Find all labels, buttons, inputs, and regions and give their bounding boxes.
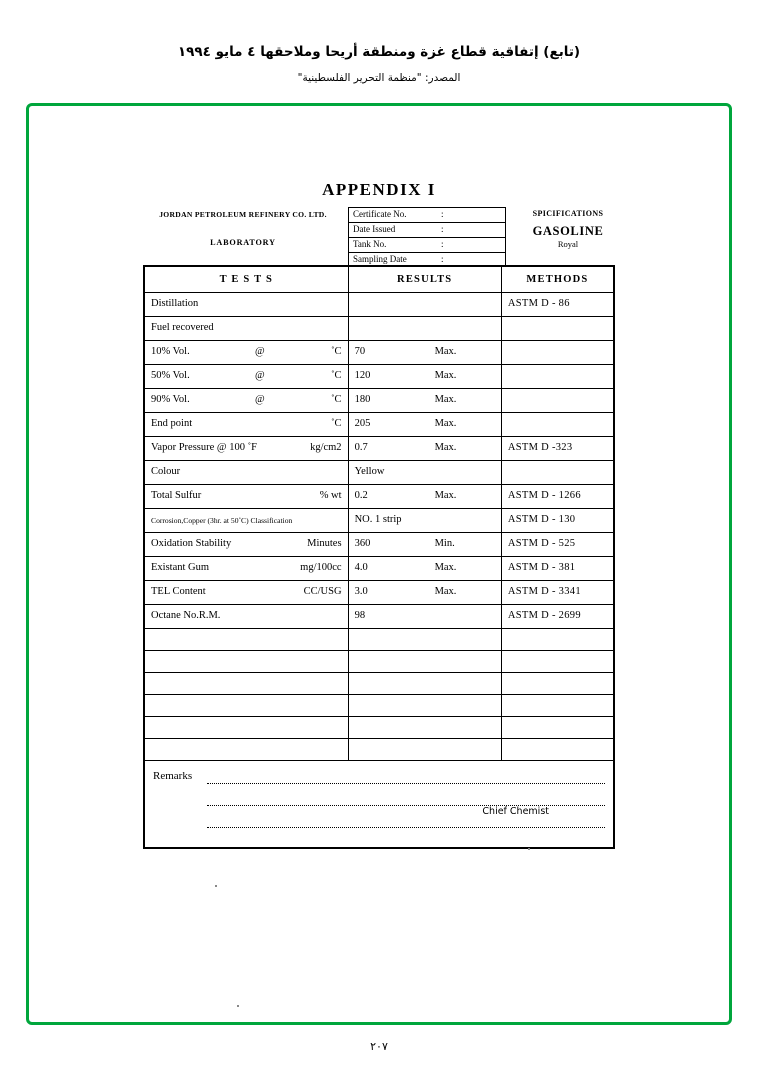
method-value: ASTM D - 381 (507, 562, 576, 573)
scan-speck (237, 1005, 239, 1007)
test-results-table (143, 265, 615, 849)
certificate-field-row (349, 223, 505, 238)
result-value: 360 (354, 538, 371, 549)
method-value: ASTM D - 525 (507, 538, 576, 549)
test-name: Octane No.R.M. (151, 610, 221, 621)
result-limit: Max. (434, 418, 457, 429)
blank-result-cell (348, 695, 501, 717)
table-row-blank (145, 739, 614, 761)
result-limit: Max. (434, 586, 457, 597)
arabic-running-title: (تابع) إتفاقية قطاع غزة ومنطقة أريحا وملاحقها ٤ مايو ١٩٩٤ (177, 44, 581, 60)
method-value: ASTM D - 3341 (507, 586, 581, 597)
blank-test-cell (145, 629, 349, 651)
test-name: Existant Gum (151, 562, 210, 573)
test-unit: ˚C (331, 394, 342, 405)
certificate-fields-table (348, 207, 506, 268)
column-header-methods: METHODS (501, 267, 613, 293)
certificate-field-row (349, 238, 505, 253)
scan-speck (528, 848, 530, 850)
blank-result-cell (348, 651, 501, 673)
table-row-blank (145, 695, 614, 717)
tank-no-label: Tank No. (353, 239, 387, 249)
result-value: 4.0 (354, 562, 368, 573)
table-row (145, 365, 614, 389)
method-value: ASTM D - 130 (507, 514, 576, 525)
remarks-line (207, 783, 605, 784)
method-value: ASTM D -323 (507, 442, 573, 453)
test-name: 50% Vol. (151, 370, 190, 381)
blank-method-cell (501, 695, 613, 717)
method-value: ASTM D - 86 (507, 298, 570, 309)
date-issued-separator: : (441, 224, 444, 234)
result-value: 0.7 (354, 442, 368, 453)
test-name: Total Sulfur (151, 490, 202, 501)
result-value: 98 (354, 610, 366, 621)
specification-block (518, 209, 618, 249)
blank-result-cell (348, 629, 501, 651)
result-value: 205 (354, 418, 371, 429)
method-value: ASTM D - 2699 (507, 610, 581, 621)
sampling-date-separator: : (441, 254, 444, 264)
test-name: TEL Content (151, 586, 206, 597)
result-value: 0.2 (354, 490, 368, 501)
page-number: ٢٠٧ (370, 1040, 388, 1053)
blank-test-cell (145, 651, 349, 673)
table-row (145, 533, 614, 557)
signature-label: Chief Chemist (482, 806, 549, 817)
certificate-no-label: Certificate No. (353, 209, 407, 219)
test-name: Distillation (151, 298, 199, 309)
method-value: ASTM D - 1266 (507, 490, 581, 501)
result-limit: Max. (434, 562, 457, 573)
arabic-source-line: المصدر: "منظمة التحرير الفلسطينية" (297, 72, 461, 84)
remarks-row (145, 761, 614, 848)
table-row (145, 341, 614, 365)
test-name: 90% Vol. (151, 394, 190, 405)
column-header-results: RESULTS (348, 267, 501, 293)
table-row-blank (145, 673, 614, 695)
column-header-tests: T E S T S (145, 267, 349, 293)
laboratory-label: LABORATORY (210, 238, 276, 247)
certificate-no-separator: : (441, 209, 444, 219)
blank-result-cell (348, 673, 501, 695)
date-issued-label: Date Issued (353, 224, 396, 234)
test-at: @ (255, 346, 265, 357)
table-row (145, 293, 614, 317)
result-value: 120 (354, 370, 371, 381)
table-row (145, 581, 614, 605)
table-row (145, 389, 614, 413)
table-row (145, 437, 614, 461)
blank-result-cell (348, 739, 501, 761)
result-value: 180 (354, 394, 371, 405)
table-row (145, 557, 614, 581)
blank-method-cell (501, 651, 613, 673)
blank-method-cell (501, 717, 613, 739)
table-row-blank (145, 629, 614, 651)
table-row (145, 509, 614, 533)
test-name: 10% Vol. (151, 346, 190, 357)
tank-no-separator: : (441, 239, 444, 249)
page-title: APPENDIX I (322, 180, 436, 199)
test-at: @ (255, 370, 265, 381)
table-row (145, 605, 614, 629)
remarks-label: Remarks (153, 770, 193, 782)
product-grade: Royal (557, 239, 579, 249)
table-row (145, 413, 614, 437)
test-unit: Minutes (307, 538, 342, 549)
test-at: @ (255, 394, 265, 405)
test-unit: % wt (319, 490, 342, 501)
result-value: 3.0 (354, 586, 368, 597)
test-unit: ˚C (331, 370, 342, 381)
result-limit: Max. (434, 442, 457, 453)
test-name: Oxidation Stability (151, 538, 232, 549)
blank-method-cell (501, 629, 613, 651)
table-row-blank (145, 717, 614, 739)
blank-test-cell (145, 739, 349, 761)
test-name: Corrosion,Copper (3hr. at 50˚C) Classification (151, 516, 293, 525)
result-limit: Max. (434, 490, 457, 501)
table-row (145, 317, 614, 341)
remarks-cell (145, 761, 614, 848)
test-unit: ˚C (331, 418, 342, 429)
result-value: NO. 1 strip (354, 514, 402, 525)
test-unit: ˚C (331, 346, 342, 357)
blank-method-cell (501, 739, 613, 761)
test-unit: kg/cm2 (310, 442, 342, 453)
result-limit: Max. (434, 370, 457, 381)
product-name: GASOLINE (532, 224, 604, 238)
table-row (145, 461, 614, 485)
sampling-date-label: Sampling Date (353, 254, 407, 264)
certificate-field-row (349, 208, 505, 223)
result-limit: Max. (434, 394, 457, 405)
blank-method-cell (501, 673, 613, 695)
company-name: JORDAN PETROLEUM REFINERY CO. LTD. (159, 210, 327, 219)
table-row-blank (145, 651, 614, 673)
test-name: Vapor Pressure @ 100 ˚F (151, 442, 257, 453)
remarks-line (207, 827, 605, 828)
scan-speck (215, 885, 217, 887)
table-header-row (145, 267, 614, 293)
blank-test-cell (145, 717, 349, 739)
blank-test-cell (145, 695, 349, 717)
blank-result-cell (348, 717, 501, 739)
test-unit: mg/100cc (300, 562, 342, 573)
specifications-label: SPICIFICATIONS (532, 209, 604, 218)
test-unit: CC/USG (303, 586, 342, 597)
table-row (145, 485, 614, 509)
test-name: Colour (151, 466, 181, 477)
result-limit: Min. (434, 538, 455, 549)
result-limit: Max. (434, 346, 457, 357)
certificate-header (143, 207, 615, 263)
test-name: Fuel recovered (151, 322, 214, 333)
result-value: 70 (354, 346, 366, 357)
result-value: Yellow (354, 466, 385, 477)
blank-test-cell (145, 673, 349, 695)
test-name: End point (151, 418, 193, 429)
